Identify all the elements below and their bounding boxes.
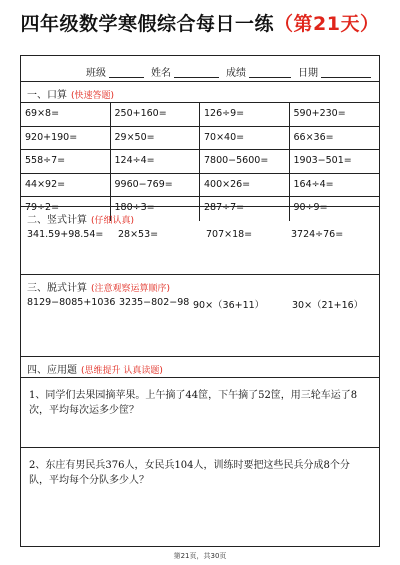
problem-cell: 9960−769= <box>111 174 201 197</box>
problem-cell: 124÷4= <box>111 150 201 173</box>
problem: 3724÷76= <box>291 229 344 240</box>
problem-cell: 400×26= <box>200 174 290 197</box>
section-title: 一、口算 <box>27 90 67 101</box>
problem-cell: 69×8= <box>21 103 111 126</box>
problem-cell: 66×36= <box>293 131 334 143</box>
class-label: 班级 <box>86 68 106 79</box>
score-field[interactable] <box>249 77 291 78</box>
section-note: (快速答题) <box>71 91 115 101</box>
section-note: (注意观察运算顺序) <box>91 284 171 294</box>
problem-cell: 920+190= <box>21 127 111 150</box>
section-heading <box>27 211 134 226</box>
word-problem-text: 1、同学们去果园摘苹果。上午摘了44筐，下午摘了52筐，用三轮车运了8次，平均每次运多少筐？ <box>29 390 358 416</box>
problem-cell: 29×50= <box>111 127 201 150</box>
date-label: 日期 <box>298 68 318 79</box>
problem: 8129−8085+1036 <box>27 297 116 308</box>
section-title: 三、脱式计算 <box>27 283 87 294</box>
grid-row <box>21 103 379 127</box>
title-day: （第21天） <box>274 13 380 35</box>
problem-cell: 7800−5600= <box>200 150 290 173</box>
problem-cell: 250+160= <box>111 103 201 126</box>
section-step-calc <box>21 274 379 356</box>
mental-math-grid <box>21 102 379 221</box>
problem-cell: 79÷2= <box>21 197 111 221</box>
class-field[interactable] <box>109 77 144 78</box>
section-heading <box>27 361 163 376</box>
section-note: (仔细认真) <box>91 216 135 226</box>
score-label: 成绩 <box>226 68 246 79</box>
problem-cell: 164÷4= <box>293 178 334 190</box>
problem-cell: 558÷7= <box>21 150 111 173</box>
problem-cell: 126÷9= <box>200 103 290 126</box>
section-vertical-calc <box>21 206 379 274</box>
word-problem-2 <box>21 447 379 548</box>
problem: 30×（21+16） <box>292 300 364 311</box>
problem: 3235−802−98 <box>119 297 190 308</box>
grid-row <box>21 127 379 151</box>
problem: 90×（36+11） <box>193 300 265 311</box>
problem-cell: 590+230= <box>293 108 346 119</box>
info-row <box>21 60 379 82</box>
name-label: 姓名 <box>151 68 171 79</box>
title-main: 四年级数学寒假综合每日一练 <box>20 13 275 35</box>
grid-row <box>21 150 379 174</box>
grid-row <box>21 174 379 198</box>
problem: 341.59+98.54= <box>27 229 104 240</box>
section-mental-math <box>21 81 379 216</box>
problem-cell: 70×40= <box>200 127 290 150</box>
problem-cell: 44×92= <box>21 174 111 197</box>
problem: 28×53= <box>118 229 159 240</box>
word-problem-text: 2、东庄有男民兵376人，女民兵104人，训练时要把这些民兵分成8个分队，平均每个分队多少人？ <box>29 460 350 486</box>
name-field[interactable] <box>174 77 219 78</box>
date-field[interactable] <box>321 77 371 78</box>
section-note: (思维提升 认真读题) <box>81 366 163 376</box>
problem-cell: 180÷3= <box>111 197 201 221</box>
section-word-problems <box>21 356 379 377</box>
section-heading <box>27 86 114 101</box>
section-title: 四、应用题 <box>27 365 77 376</box>
word-problem-1 <box>21 377 379 447</box>
problem-cell: 287÷7= <box>200 197 290 221</box>
problem-cell: 90÷9= <box>293 202 328 213</box>
page-footer: 第21页，共30页 <box>173 552 227 560</box>
worksheet <box>20 55 380 547</box>
problem-cell: 1903−501= <box>293 155 352 166</box>
page-title <box>0 9 400 36</box>
problem: 707×18= <box>206 229 253 240</box>
section-heading <box>27 279 170 294</box>
section-title: 二、竖式计算 <box>27 215 87 226</box>
